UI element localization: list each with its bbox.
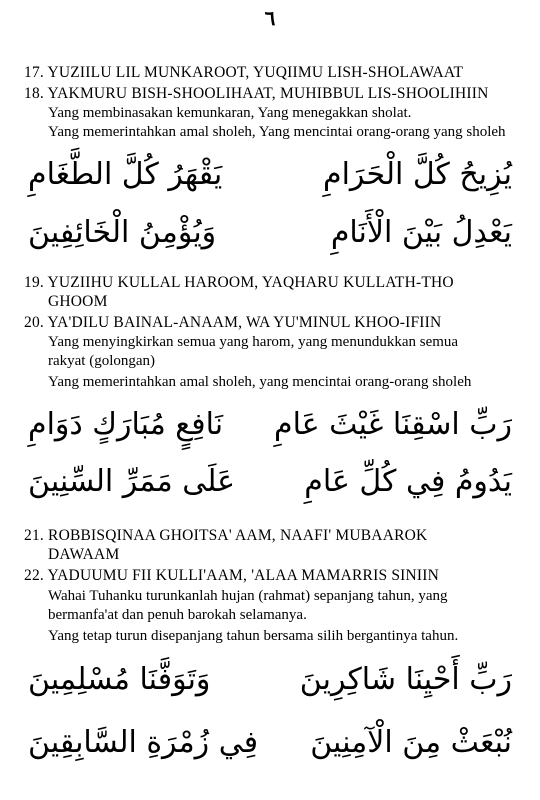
verse-20-translation-line-1: Yang menyingkirkan semua yang harom, yang menundukkan semua — [48, 334, 459, 350]
verse-22-transliteration: 22. YADUUMU FII KULLI'AAM, 'ALAA MAMARRIS SINIIN — [24, 567, 440, 584]
verse-21-transliteration: 21. ROBBISQINAA GHOITSA' AAM, NAAFI' MUBAAROK — [24, 527, 428, 544]
arabic-verse-18-left: وَيُؤْمِنُ الْخَائِفِينَ — [28, 215, 217, 250]
arabic-verse-20-left: عَلَى مَمَرِّ السِّنِينَ — [28, 464, 236, 499]
verse-18-translation-line-1: Yang membinasakan kemunkaran, Yang menegakkan sholat. — [48, 105, 412, 121]
arabic-verse-22-right: نُبْعَثْ مِنَ الْآمِنِينَ — [310, 725, 512, 760]
arabic-verse-18-right: يَعْدِلُ بَيْنَ الْأَنَامِ — [330, 215, 512, 250]
verse-20-translation-line-2: rakyat (golongan) — [48, 353, 156, 369]
arabic-verse-19-left: نَافِعٍ مُبَارَكٍ دَوَامِ — [28, 407, 224, 442]
arabic-verse-19-right: رَبِّ اسْقِنَا غَيْثَ عَامِ — [274, 407, 512, 442]
verse-17-transliteration: 17. YUZIILU LIL MUNKAROOT, YUQIIMU LISH-SHOLAWAAT — [24, 64, 464, 81]
verse-20-transliteration: 20. YA'DILU BAINAL-ANAAM, WA YU'MINUL KHOO-IFIIN — [24, 314, 442, 331]
verse-19-transliteration-continued: GHOOM — [48, 293, 108, 310]
verse-22-translation-line-2: bermanfa'at dan penuh barokah selamanya. — [48, 607, 307, 623]
verse-18-translation-line-2: Yang memerintahkan amal sholeh, Yang mencintai orang-orang yang sholeh — [48, 124, 506, 140]
verse-19-transliteration: 19. YUZIIHU KULLAL HAROOM, YAQHARU KULLATH-THO — [24, 274, 454, 291]
verse-18-transliteration: 18. YAKMURU BISH-SHOOLIHAAT, MUHIBBUL LIS-SHOOLIHIIN — [24, 85, 489, 102]
arabic-verse-17-left: يَقْهَرُ كُلَّ الطَّغَامِ — [28, 157, 223, 192]
arabic-verse-21-left: وَتَوَفَّنَا مُسْلِمِينَ — [28, 662, 211, 697]
arabic-verse-21-right: رَبِّ أَحْيِنَا شَاكِرِينَ — [299, 662, 512, 697]
arabic-verse-22-left: فِي زُمْرَةِ السَّابِقِينَ — [28, 725, 259, 760]
verse-22-translation-line-1: Wahai Tuhanku turunkanlah hujan (rahmat) sepanjang tahun, yang — [48, 588, 448, 604]
arabic-verse-20-right: يَدُومُ فِي كُلِّ عَامِ — [304, 464, 512, 499]
page-number: ٦ — [264, 6, 276, 30]
arabic-verse-17-right: يُزِيحُ كُلَّ الْحَرَامِ — [323, 157, 512, 192]
verse-20-translation-line-3: Yang memerintahkan amal sholeh, yang mencintai orang-orang sholeh — [48, 374, 472, 390]
verse-22-translation-line-3: Yang tetap turun disepanjang tahun bersama silih bergantinya tahun. — [48, 628, 459, 644]
verse-21-transliteration-continued: DAWAAM — [48, 546, 120, 563]
